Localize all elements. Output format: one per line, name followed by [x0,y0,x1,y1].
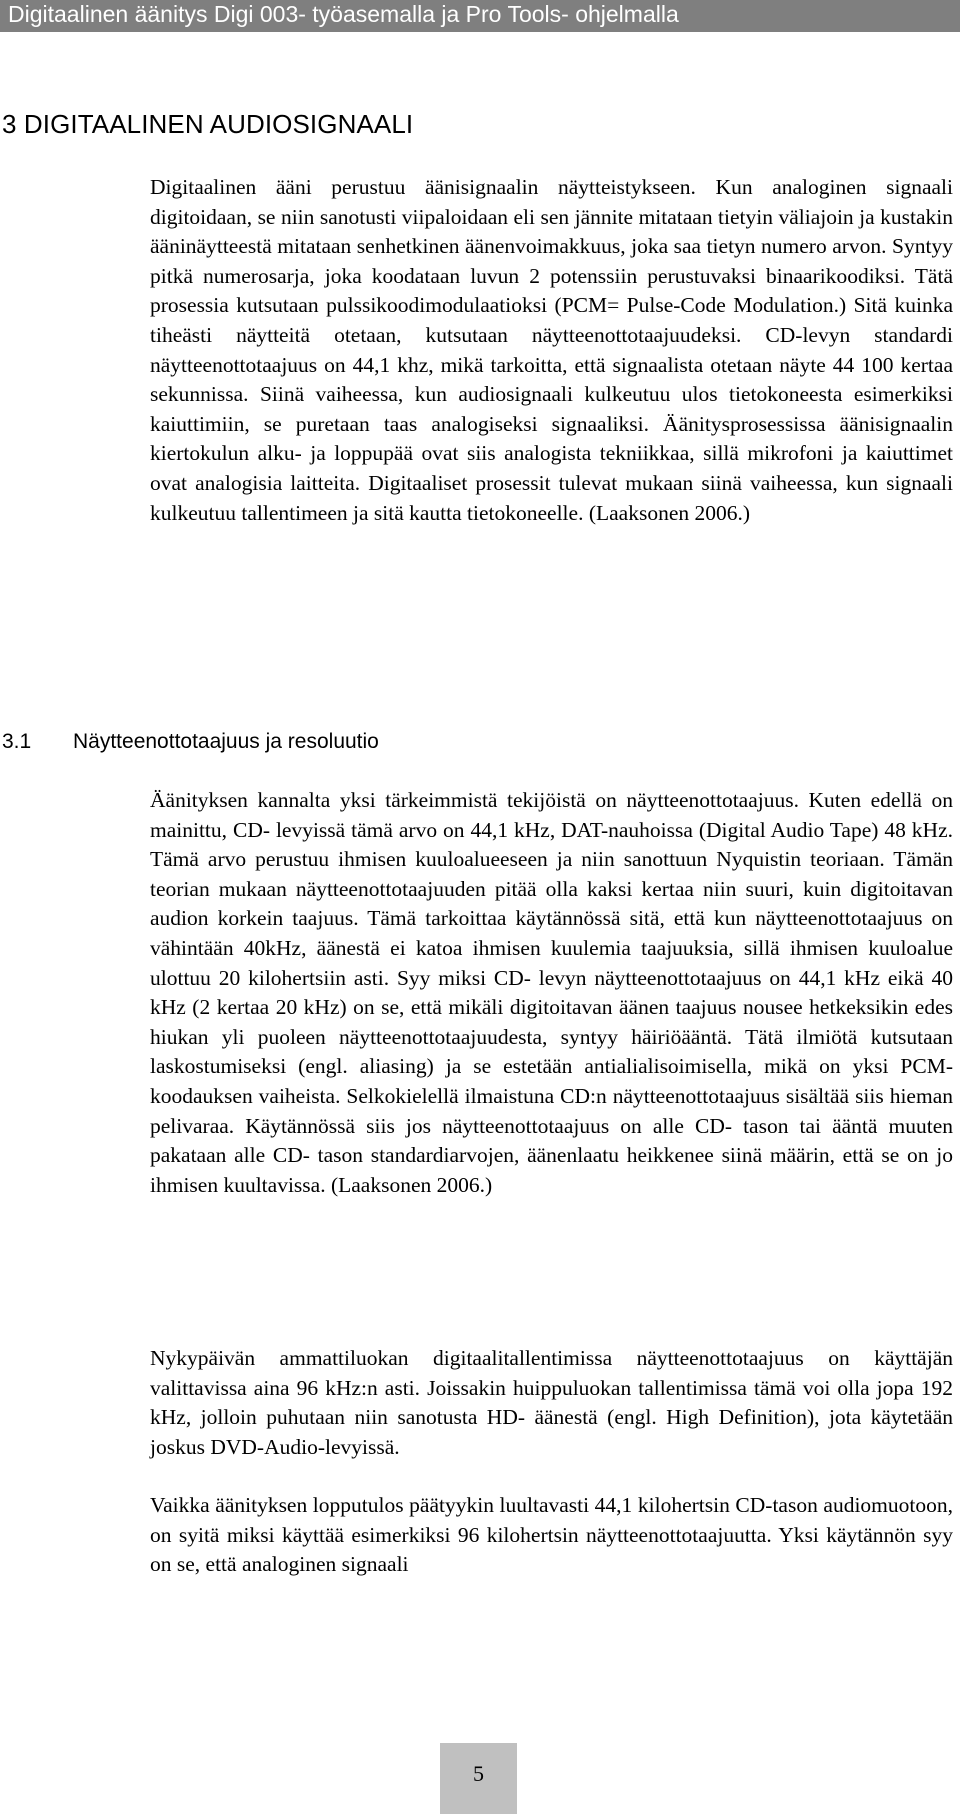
page-number: 5 [473,1761,484,1786]
section-number: 3.1 [2,730,32,753]
body-paragraph: Digitaalinen ääni perustuu äänisignaalin näytteistykseen. Kun analoginen signaali digitoidaan, se niin sanotusti viipaloidaan eli sen jännite mitataan tietyin väliajoin ja kustakin ääninäytteestä mitataan senhetkinen äänenvoimakkuus, joka saa tietyn numero arvon. Syntyy pitkä numerosarja, joka koodataan luvun 2 potenssiin perustuvaksi binaarikoodiksi. Tätä prosessia kutsutaan pulssikoodimodulaatioksi (PCM= Pulse-Code Modulation.) Sitä kuinka tiheästi näytteitä otetaan, kutsutaan näytteenottotaajuudeksi. CD-levyn standardi näytteenottotaajuus on 44,1 khz, mikä tarkoitta, että signaalista otetaan näyte 44 100 kertaa sekunnissa. Siinä vaiheessa, kun audiosignaali kulkeutuu ulos tietokoneesta esimerkiksi kaiuttimiin, se puretaan taas analogiseksi signaaliksi. Äänitysprosessissa äänisignaalin kiertokulun alku- ja loppupää ovat siis analogista tekniikkaa, sillä mikrofoni ja kaiuttimet ovat analogisia laitteita. Digitaaliset prosessit tulevat mukaan siinä vaiheessa, kun signaali kulkeutuu tallentimeen ja sitä kautta tietokoneelle. (Laaksonen 2006.) [150,175,953,525]
section-heading: Näytteenottotaajuus ja resoluutio [73,730,379,753]
page-header [0,0,960,32]
header-title: Digitaalinen äänitys Digi 003- työasemalla ja Pro Tools- ohjelmalla [8,1,679,27]
body-paragraph: Äänityksen kannalta yksi tärkeimmistä tekijöistä on näytteenottotaajuus. Kuten edellä on mainittu, CD- levyissä tämä arvo on 44,1 kHz, DAT-nauhoissa (Digital Audio Tape) 48 kHz. Tämä arvo perustuu ihmisen kuuloalueeseen ja niin sanottuun Nyquistin teoriaan. Tämän teorian mukaan näytteenottotaajuuden pitää olla kaksi kertaa niin suuri, kuin digitoitavan audion korkein taajuus. Tämä tarkoittaa käytännössä sitä, että kun näytteenottotaajuus on vähintään 40kHz, äänestä ei katoa ihmisen kuulemia taajuuksia, sillä ihmisen kuuloalue ulottuu 20 kilohertsiin asti. Syy miksi CD- levyn näytteenottotaajuus on 44,1 kHz eikä 40 kHz (2 kertaa 20 kHz) on se, että mikäli digitoitavan äänen taajuus nousee hetkeksikin edes hiukan yli puoleen näytteenottotaajuudesta, syntyy häiriöääntä. Tätä ilmiötä kutsutaan laskostumiseksi (engl. aliasing) ja se estetään antialialisoimisella, mikä on yksi PCM- koodauksen vaiheista. Selkokielellä ilmaistuna CD:n näytteenottotaajuus sisältää siis hieman pelivaraa. Käytännössä siis jos näytteenottotaajuus on alle CD- tason tai ääntä muuten pakataan alle CD- tason standardiarvojen, äänenlaatu heikkenee siinä määrin, että se on jo ihmisen kuultavissa. (Laaksonen 2006.) [150,788,953,1197]
body-paragraph: Vaikka äänityksen lopputulos päätyykin luultavasti 44,1 kilohertsin CD-tason audiomuotoon, on syitä miksi käyttää esimerkiksi 96 kilohertsin näytteenottotaajuutta. Yksi käytännön syy on se, että analoginen signaali [150,1493,953,1577]
body-paragraph: Nykypäivän ammattiluokan digitaalitallentimissa näytteenottotaajuus on käyttäjän valittavissa aina 96 kHz:n asti. Joissakin huippuluokan tallentimissa tämä voi olla jopa 192 kHz, jolloin puhutaan niin sanotusta HD- äänestä (engl. High Definition), jota käytetään joskus DVD-Audio-levyissä. [150,1346,953,1459]
chapter-heading: 3 DIGITAALINEN AUDIOSIGNAALI [2,109,414,139]
page-number-box [440,1743,517,1814]
